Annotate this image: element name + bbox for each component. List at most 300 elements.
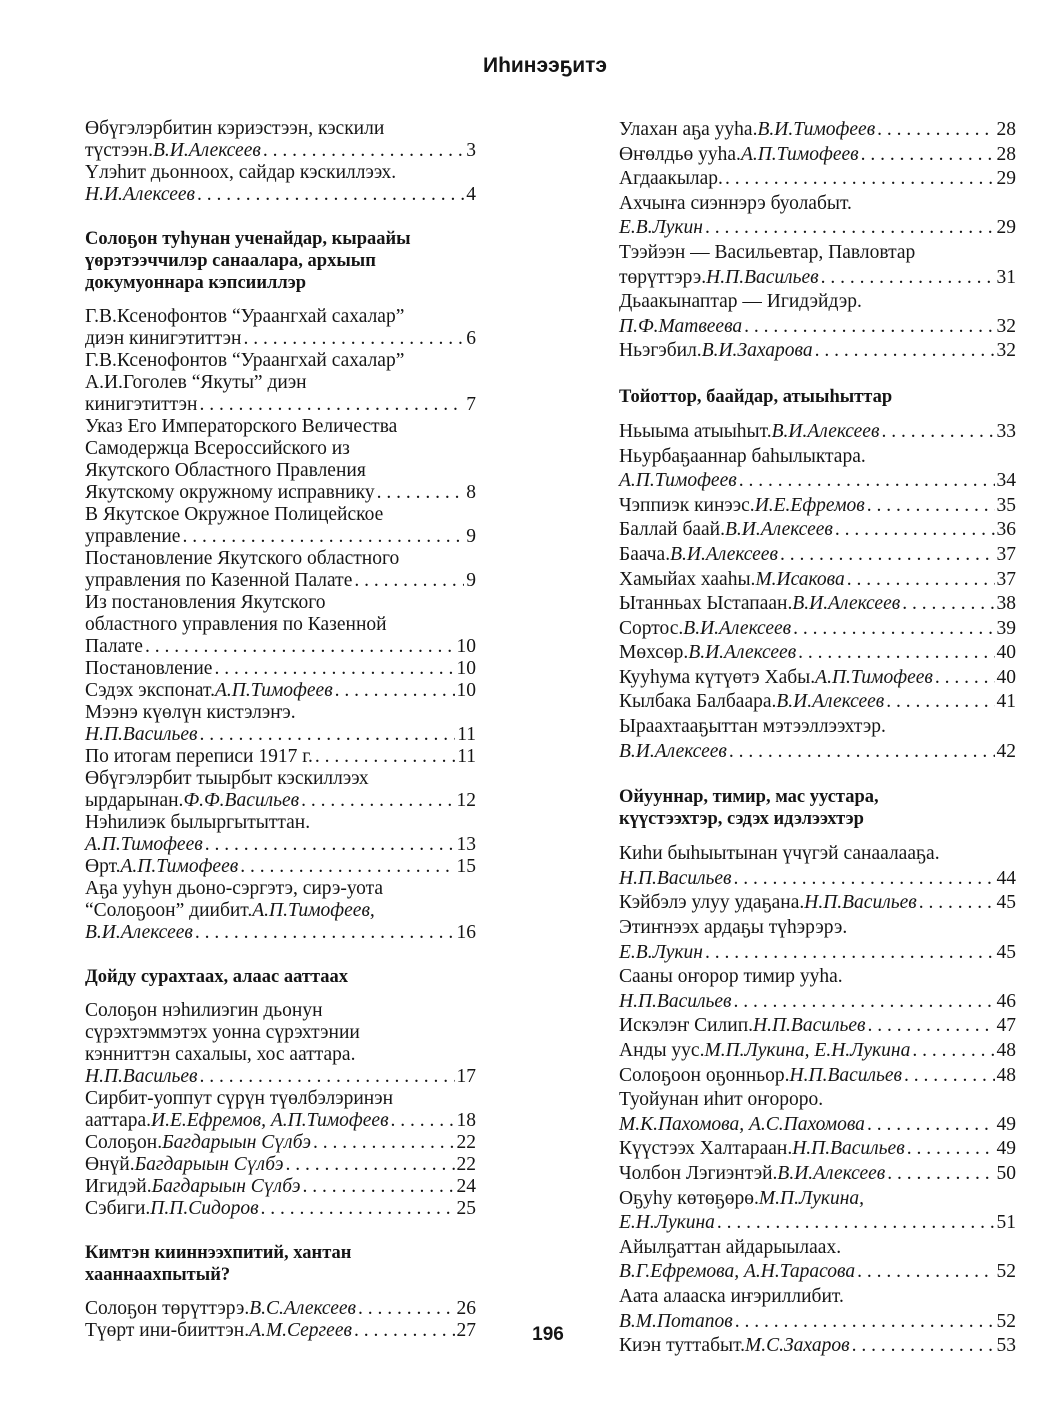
- toc-entry: [85, 118, 476, 162]
- toc-entry-line: [85, 658, 476, 680]
- entry-page-number: 34: [996, 470, 1016, 492]
- toc-entry-line: [85, 460, 476, 482]
- toc-entry-line: [85, 438, 476, 460]
- entry-title: Якутскому окружному исправнику: [85, 482, 375, 503]
- entry-page-number: 48: [996, 1040, 1016, 1061]
- entry-author: М.К.Пахомова, А.С.Пахомова: [619, 1113, 865, 1135]
- entry-title: Өҥөлдьө ууһа.: [619, 143, 741, 165]
- section-heading-line: Дойду сурахтаах, алаас ааттаах: [85, 967, 349, 987]
- entry-author: В.И.Тимофеев: [757, 119, 876, 140]
- section-heading: [619, 386, 1016, 408]
- entry-title: Искэлэҥ Силип.: [619, 1015, 754, 1037]
- entry-title: Солоҕон нэһилиэгин дьонун: [85, 1000, 323, 1021]
- toc-entry-line: [619, 641, 1016, 666]
- entry-title: Туойунан иһит оҥороро.: [619, 1089, 824, 1111]
- entry-title: Из постановления Якутского: [85, 592, 326, 613]
- entry-author: А.П.Тимофеев: [85, 834, 203, 855]
- toc-entry-line: [85, 636, 476, 658]
- entry-title: сүрэхтэммэтэх уонна сүрэхтэнии: [85, 1022, 360, 1043]
- section-heading-line: Ойууннар, тимир, мас уустара,: [619, 787, 879, 808]
- entry-author: В.М.Потапов: [619, 1310, 733, 1332]
- dot-leader: [240, 856, 454, 878]
- entry-page-number: 27: [456, 1320, 476, 1341]
- toc-entry-line: [85, 790, 476, 812]
- entry-title: түстээн.: [85, 140, 153, 161]
- entry-author: Н.П.Васильев: [85, 1066, 198, 1087]
- dot-leader: [243, 328, 464, 350]
- toc-entry-line: [619, 1088, 1016, 1113]
- entry-title: Сэдэх экспонат.: [85, 680, 215, 701]
- entry-page-number: 18: [456, 1110, 476, 1131]
- toc-entry: [619, 617, 1016, 642]
- entry-page-number: 28: [996, 143, 1016, 165]
- entry-title: Киэн туттабыт.: [619, 1335, 746, 1357]
- entry-title: Якутского Областного Правления: [85, 460, 366, 481]
- dot-leader: [902, 592, 994, 617]
- entry-title: Аата алааска иҥэриллибит.: [619, 1285, 844, 1307]
- entry-author: В.И.Алексеев: [619, 740, 727, 762]
- toc-entry: [85, 416, 476, 504]
- toc-entry-line: [619, 1113, 1016, 1138]
- toc-entry: [619, 592, 1016, 617]
- dot-leader: [815, 339, 995, 364]
- entry-title: Мөхсөр.: [619, 642, 689, 664]
- toc-entry: [85, 350, 476, 416]
- section-heading-line: Тойоттор, баайдар, атыыһыттар: [619, 386, 893, 407]
- entry-title: Ньэгэбил.: [619, 340, 702, 362]
- toc-entry: [619, 1162, 1016, 1187]
- toc-entry-line: [85, 1132, 476, 1154]
- entry-title: Ахчыҥа сиэннэрэ буолабыт.: [619, 192, 852, 214]
- toc-entry-line: [619, 666, 1016, 691]
- dot-leader: [881, 420, 994, 445]
- toc-entry-line: [85, 1154, 476, 1176]
- entry-author: В.И.Алексеев: [152, 140, 261, 161]
- dot-leader: [199, 1066, 454, 1088]
- entry-author: А.П.Тимофеев: [120, 856, 239, 877]
- toc-entry-line: [619, 1211, 1016, 1236]
- toc-entry: [619, 715, 1016, 764]
- entry-page-number: 10: [456, 636, 476, 657]
- toc-entry: [85, 856, 476, 878]
- toc-entry: [619, 518, 1016, 543]
- dot-leader: [847, 568, 995, 593]
- toc-entry-line: [85, 482, 476, 504]
- toc-entry: [85, 812, 476, 856]
- entry-title: Күүстээх Халтараан.: [619, 1138, 793, 1160]
- entry-author: В.И.Алексеев: [688, 642, 797, 664]
- dot-leader: [195, 922, 455, 944]
- entry-title: Оҕуһу көтөҕөрө.: [619, 1187, 759, 1209]
- toc-entry: [619, 891, 1016, 916]
- page-number: 196: [532, 1324, 564, 1345]
- toc-entry-line: [85, 372, 476, 394]
- entry-page-number: 25: [456, 1198, 476, 1219]
- entry-title: Кэйбэлэ улуу удаҕана.: [619, 892, 805, 914]
- toc-entry-line: [619, 167, 1016, 192]
- entry-title: Солоҕоон оҕонньор.: [619, 1064, 790, 1086]
- entry-title: Баача.: [619, 543, 671, 565]
- dot-leader: [798, 641, 994, 666]
- toc-entry: [619, 543, 1016, 568]
- entry-title: Айылҕаттан айдарыылаах.: [619, 1236, 842, 1258]
- entry-author: В.И.Алексеев: [670, 543, 778, 565]
- section-heading: [619, 786, 1016, 830]
- toc-entry-line: [85, 570, 476, 592]
- entry-author: П.П.Сидоров: [150, 1198, 259, 1219]
- toc-entry-line: [85, 394, 476, 416]
- entry-author: Н.П.Васильев: [619, 990, 732, 1012]
- toc-entry-line: [619, 1187, 1016, 1212]
- entry-author: М.П.Лукина,: [758, 1187, 865, 1209]
- entry-title: областного управления по Казенной: [85, 614, 387, 635]
- dot-leader: [887, 1162, 994, 1187]
- entry-page-number: 33: [996, 420, 1016, 442]
- entry-title: Өбүгэлэрбитин кэриэстээн, кэскили: [85, 118, 385, 139]
- entry-author: Н.И.Алексеев: [85, 184, 196, 205]
- entry-title: Баллай баай.: [619, 519, 725, 541]
- dot-leader: [302, 1176, 454, 1198]
- toc-entry: [619, 290, 1016, 339]
- dot-leader: [725, 167, 995, 192]
- toc-entry-line: [619, 143, 1016, 168]
- entry-page-number: 40: [996, 666, 1016, 688]
- entry-page-number: 29: [996, 217, 1016, 239]
- entry-author: Н.П.Васильев: [789, 1064, 903, 1086]
- toc-entry: [85, 768, 476, 812]
- toc-entry-line: [85, 1298, 476, 1320]
- dot-leader: [821, 266, 995, 291]
- dot-leader: [907, 1137, 995, 1162]
- entry-title: Ыраахтааҕыттан мэтээллээхтэр.: [619, 716, 886, 738]
- entry-page-number: 24: [456, 1176, 476, 1197]
- toc-entry-line: [85, 140, 476, 162]
- entry-title: ырдарынан.: [85, 790, 184, 811]
- entry-author: Ф.Ф.Васильев: [183, 790, 300, 811]
- toc-entry: [85, 504, 476, 548]
- toc-entry-line: [619, 1014, 1016, 1039]
- entry-title: диэн кинигэтиттэн: [85, 328, 242, 349]
- entry-page-number: 44: [996, 867, 1016, 889]
- toc-entry: [85, 746, 476, 768]
- section-heading-line: күүстээхтэр, сэдэх идэлээхтэр: [619, 809, 864, 830]
- entry-author: В.И.Алексеев: [725, 519, 833, 541]
- entry-title: Дьаакынаптар — Игидэйдэр.: [619, 291, 862, 313]
- entry-title: Кууһума күтүөтэ Хабы.: [619, 666, 816, 688]
- entry-author: В.И.Алексеев: [683, 617, 792, 639]
- entry-page-number: 26: [456, 1298, 476, 1319]
- section-heading-line: үөрэтээччилэр санаалара, архыып: [85, 251, 376, 271]
- dot-leader: [263, 140, 464, 162]
- toc-entry-line: [619, 990, 1016, 1015]
- entry-author: В.И.Алексеев: [85, 922, 193, 943]
- toc-entry: [619, 641, 1016, 666]
- entry-author: В.И.Алексеев: [776, 691, 885, 713]
- entry-page-number: 47: [996, 1015, 1016, 1037]
- entry-page-number: 8: [466, 482, 476, 503]
- toc-entry: [619, 1014, 1016, 1039]
- dot-leader: [780, 543, 995, 568]
- entry-title: Ньыыма атыыһыт.: [619, 420, 772, 442]
- toc-entry-line: [85, 1044, 476, 1066]
- entry-page-number: 50: [996, 1162, 1016, 1184]
- entry-title: Чэппиэк кинээс.: [619, 494, 755, 516]
- entry-title: Постановление Якутского областного: [85, 548, 400, 569]
- entry-author: В.С.Алексеев: [249, 1298, 357, 1319]
- dot-leader: [199, 394, 464, 416]
- toc-entry-line: [619, 1039, 1016, 1064]
- dot-leader: [857, 1260, 994, 1285]
- dot-leader: [868, 1014, 995, 1039]
- section-heading-line: Кимтэн кииннээхпитий, хантан: [85, 1243, 352, 1263]
- toc-entry-line: [619, 916, 1016, 941]
- entry-title: Сэбиги.: [85, 1198, 151, 1219]
- entry-page-number: 9: [466, 570, 476, 591]
- entry-title: Хамыйах хааһы.: [619, 568, 756, 590]
- toc-entry: [619, 339, 1016, 364]
- toc-entry: [85, 878, 476, 944]
- entry-page-number: 11: [457, 746, 476, 767]
- entry-author: Багдарыын Сүлбэ: [151, 1176, 301, 1197]
- entry-title: управление: [85, 526, 181, 547]
- entry-title: Мээнэ күөлүн кистэлэҥэ.: [85, 702, 296, 723]
- toc-entry: [85, 306, 476, 350]
- entry-title: Өрт.: [85, 856, 121, 877]
- entry-page-number: 37: [996, 543, 1016, 565]
- entry-page-number: 35: [996, 494, 1016, 516]
- dot-leader: [391, 1110, 455, 1132]
- section-heading-line: Солоҕон туһунан ученайдар, кыраайы: [85, 229, 411, 249]
- entry-page-number: 17: [456, 1066, 476, 1087]
- toc-entry-line: [619, 118, 1016, 143]
- entry-author: В.И.Алексеев: [771, 420, 880, 442]
- toc-entry-line: [85, 724, 476, 746]
- toc-entry-line: [85, 878, 476, 900]
- toc-entry-line: [85, 856, 476, 878]
- toc-entry: [619, 568, 1016, 593]
- toc-entry-line: [85, 306, 476, 328]
- dot-leader: [912, 1039, 994, 1064]
- toc-entry-line: [85, 118, 476, 140]
- toc-entry-line: [619, 617, 1016, 642]
- entry-page-number: 10: [456, 680, 476, 701]
- entry-title: Ытанньах Ыстапаан.: [619, 593, 793, 615]
- entry-author: Н.П.Васильев: [85, 724, 198, 745]
- entry-title: В Якутское Окружное Полицейское: [85, 504, 384, 525]
- toc-entry-line: [619, 1064, 1016, 1089]
- toc-entry-line: [619, 715, 1016, 740]
- entry-author: П.Ф.Матвеева: [619, 315, 743, 337]
- entry-title: Үлэһит дьонноох, сайдар кэскиллээх.: [85, 162, 397, 183]
- entry-page-number: 52: [996, 1261, 1016, 1283]
- dot-leader: [705, 216, 995, 241]
- entry-title: Игидэй.: [85, 1176, 152, 1197]
- toc-entry: [619, 965, 1016, 1014]
- entry-title: По итогам переписи 1917 г.: [85, 746, 313, 767]
- toc-entry-line: [619, 568, 1016, 593]
- entry-author: А.М.Сергеев: [249, 1320, 352, 1341]
- toc-entry: [619, 690, 1016, 715]
- entry-title: Указ Его Императорского Величества: [85, 416, 398, 437]
- dot-leader: [285, 1154, 454, 1176]
- entry-page-number: 7: [466, 394, 476, 415]
- toc-entry: [619, 1137, 1016, 1162]
- toc-entry-line: [619, 941, 1016, 966]
- toc-entry: [85, 592, 476, 658]
- toc-entry: [619, 916, 1016, 965]
- section-heading-line: хааннаахпытый?: [85, 1265, 231, 1285]
- dot-leader: [919, 891, 995, 916]
- dot-leader: [877, 118, 994, 143]
- dot-leader: [733, 867, 994, 892]
- dot-leader: [904, 1064, 994, 1089]
- entry-title: Сортос.: [619, 617, 684, 639]
- section-heading: [85, 228, 476, 294]
- entry-title: Өбүгэлэрбит тыырбыт кэскиллээх: [85, 768, 369, 789]
- entry-author: В.И.Алексеев: [777, 1162, 886, 1184]
- toc-entry-line: [85, 680, 476, 702]
- toc-entry-line: [619, 445, 1016, 470]
- entry-page-number: 52: [996, 1310, 1016, 1332]
- toc-entry-line: [619, 420, 1016, 445]
- section-heading: [85, 1242, 476, 1286]
- entry-title: кэнниттэн сахалыы, хос ааттара.: [85, 1044, 356, 1065]
- toc-entry: [619, 1187, 1016, 1236]
- toc-entry-line: [619, 216, 1016, 241]
- entry-page-number: 32: [996, 340, 1016, 362]
- section-heading: [85, 966, 476, 988]
- entry-title: А.И.Гоголев “Якуты” диэн: [85, 372, 307, 393]
- toc-entry: [619, 192, 1016, 241]
- entry-page-number: 28: [996, 119, 1016, 140]
- dot-leader: [729, 740, 995, 765]
- dot-leader: [182, 526, 464, 548]
- toc-column-left: [85, 118, 476, 1342]
- toc-entry: [619, 666, 1016, 691]
- entry-title: Нэһилиэк былыргытыттан.: [85, 812, 311, 833]
- toc-entry-line: [619, 494, 1016, 519]
- toc-entry-line: [619, 266, 1016, 291]
- entry-page-number: 15: [456, 856, 476, 877]
- toc-entry-line: [619, 1285, 1016, 1310]
- entry-author: М.П.Лукина, Е.Н.Лукина: [704, 1040, 911, 1061]
- toc-entry: [619, 420, 1016, 445]
- toc-entry-line: [619, 192, 1016, 217]
- toc-entry-line: [85, 614, 476, 636]
- toc-entry-line: [85, 1110, 476, 1132]
- entry-title: кинигэтиттэн: [85, 394, 198, 415]
- entry-page-number: 49: [996, 1113, 1016, 1135]
- entry-page-number: 51: [996, 1212, 1016, 1234]
- dot-leader: [214, 658, 454, 680]
- dot-leader: [145, 636, 455, 658]
- toc-entry: [619, 1064, 1016, 1089]
- toc-entry-line: [85, 350, 476, 372]
- entry-title: Анды уус.: [619, 1040, 705, 1061]
- entry-title: Сирбит-уоппут сүрүн түөлбэлэринэн: [85, 1088, 394, 1109]
- toc-entry-line: [85, 1000, 476, 1022]
- toc-entry: [85, 1198, 476, 1220]
- entry-author: Багдарыын Сүлбэ: [162, 1132, 311, 1153]
- entry-author: Н.П.Васильев: [804, 892, 917, 914]
- entry-author: В.Г.Ефремова, А.Н.Тарасова: [619, 1261, 856, 1283]
- toc-entry: [619, 143, 1016, 168]
- entry-page-number: 32: [996, 315, 1016, 337]
- entry-title: управления по Казенной Палате: [85, 570, 353, 591]
- entry-author: Н.П.Васильев: [753, 1015, 866, 1037]
- entry-author: Н.П.Васильев: [706, 266, 819, 288]
- toc-entry-line: [619, 592, 1016, 617]
- entry-title: Түөрт ини-бииттэн.: [85, 1320, 250, 1341]
- toc-entry: [85, 1088, 476, 1132]
- dot-leader: [744, 315, 994, 340]
- entry-author: И.Е.Ефремов, А.П.Тимофеев: [151, 1110, 389, 1131]
- entry-page-number: 12: [456, 790, 476, 811]
- entry-page-number: 46: [996, 990, 1016, 1012]
- toc-entry-line: [85, 1066, 476, 1088]
- toc-entry-line: [85, 548, 476, 570]
- dot-leader: [861, 143, 995, 168]
- toc-entry-line: [85, 328, 476, 350]
- dot-leader: [205, 834, 455, 856]
- toc-entry: [619, 167, 1016, 192]
- entry-title: ааттара.: [85, 1110, 152, 1131]
- toc-entry-line: [85, 768, 476, 790]
- entry-title: Ньурбаҕааннар баһылыктара.: [619, 445, 866, 467]
- dot-leader: [793, 617, 994, 642]
- toc-entry-line: [619, 339, 1016, 364]
- entry-title: Г.В.Ксенофонтов “Ураангхай сахалар”: [85, 350, 405, 371]
- toc-entry-line: [85, 900, 476, 922]
- toc-entry-line: [619, 891, 1016, 916]
- entry-author: Н.П.Васильев: [619, 867, 732, 889]
- entry-author: Багдарыын Сүлбэ: [134, 1154, 284, 1175]
- toc-entry: [619, 494, 1016, 519]
- entry-author: И.Е.Ефремов: [754, 494, 865, 516]
- dot-leader: [197, 184, 464, 206]
- toc-entry: [85, 1298, 476, 1320]
- toc-entry-line: [619, 1162, 1016, 1187]
- toc-entry: [85, 1132, 476, 1154]
- toc-entry: [619, 241, 1016, 290]
- entry-author: А.П.Тимофеев: [740, 143, 859, 165]
- entry-page-number: 48: [996, 1064, 1016, 1086]
- toc-entry-line: [619, 518, 1016, 543]
- entry-title: Солоҕон төрүттэрэ.: [85, 1298, 250, 1319]
- toc-entry: [85, 162, 476, 206]
- dot-leader: [835, 518, 995, 543]
- toc-entry: [619, 445, 1016, 494]
- entry-page-number: 42: [996, 740, 1016, 762]
- toc-entry-line: [619, 690, 1016, 715]
- dot-leader: [313, 1132, 455, 1154]
- entry-page-number: 53: [996, 1335, 1016, 1357]
- dot-leader: [377, 482, 465, 504]
- toc-entry: [85, 1176, 476, 1198]
- entry-author: Е.Н.Лукина: [619, 1212, 715, 1234]
- toc-column-right: [619, 118, 1016, 1359]
- toc-entry-line: [85, 746, 476, 768]
- toc-entry-line: [619, 842, 1016, 867]
- entry-title: Этиҥнээх ардаҕы түһэрэрэ.: [619, 917, 848, 939]
- entry-title: Постановление: [85, 658, 213, 679]
- entry-page-number: 16: [456, 922, 476, 943]
- entry-page-number: 36: [996, 519, 1016, 541]
- toc-entry: [85, 1000, 476, 1088]
- entry-author: А.П.Тимофеев: [815, 666, 933, 688]
- toc-entry: [619, 1039, 1016, 1064]
- entry-title: Улахан аҕа ууһа.: [619, 119, 758, 140]
